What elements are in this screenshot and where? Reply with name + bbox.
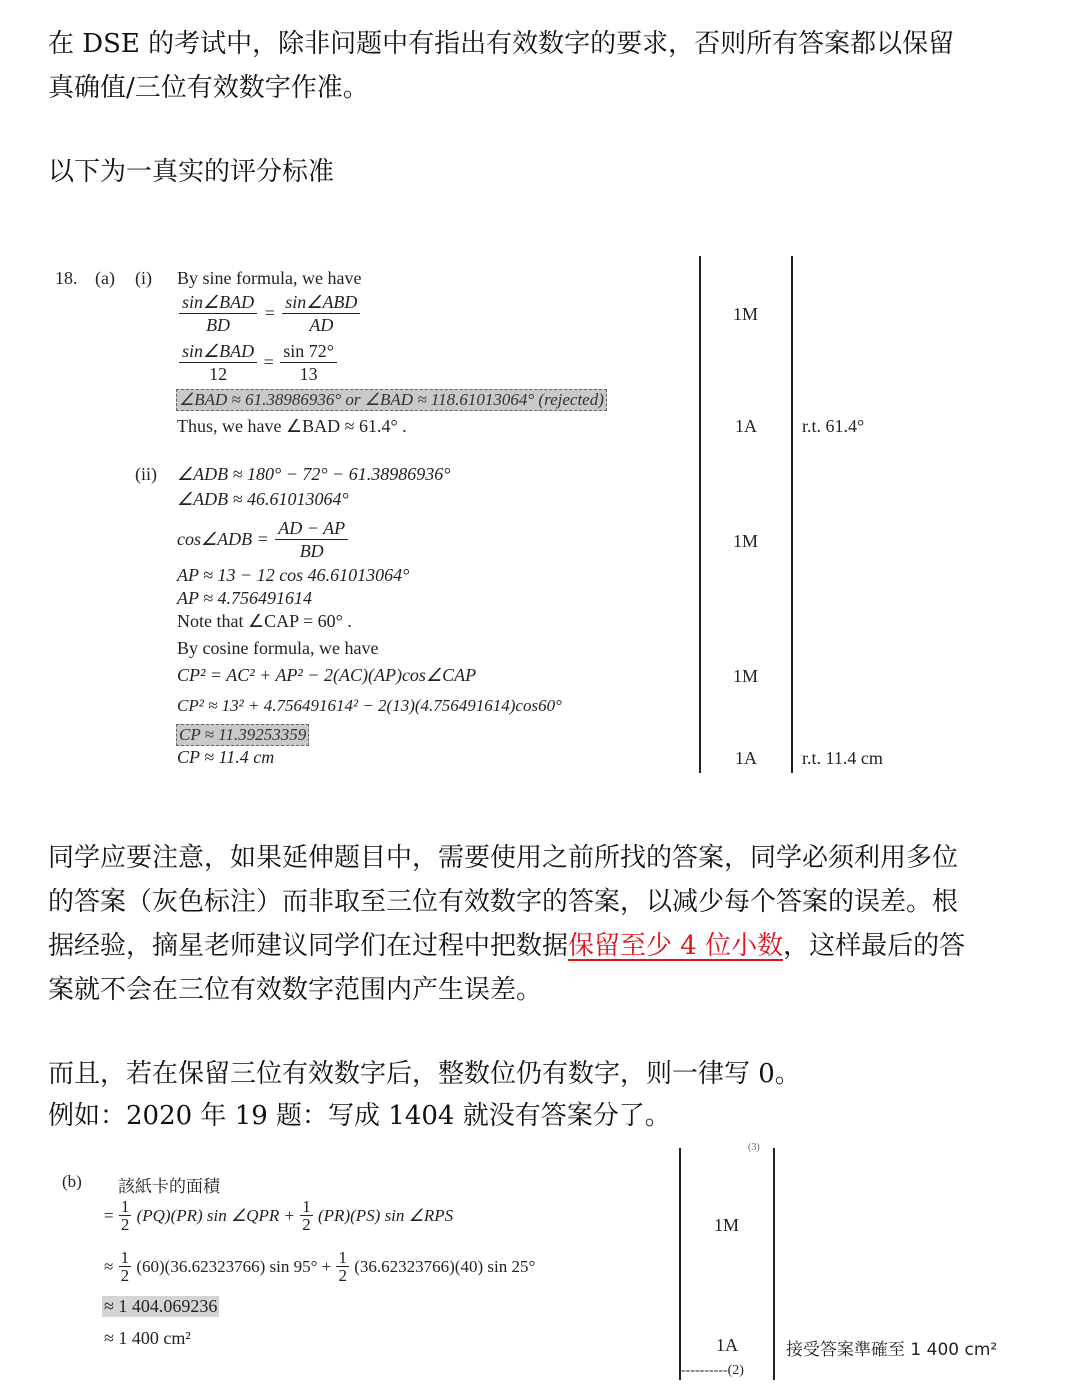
mark-1a: 1A bbox=[716, 1335, 738, 1355]
frac-den: 2 bbox=[302, 1215, 311, 1234]
frac-num: 1 bbox=[120, 1248, 130, 1267]
frac-den: 2 bbox=[338, 1266, 347, 1285]
remark-length: r.t. 11.4 cm bbox=[802, 748, 883, 768]
sine-ratio-1: $\frac{\text{sin∠BAD}}{BD}$ = $\frac{\text{sin∠ABD}}{AD}$ bbox=[177, 291, 362, 336]
sub-i-label: (i) bbox=[135, 268, 152, 288]
note-line-3-start: 据经验，摘星老师建议同学们在过程中把数据 bbox=[48, 931, 569, 961]
sine-ratio-2: $\frac{\text{sin∠BAD}}{12}$ = $\frac{\sin 72^\circ}{13}$ bbox=[177, 340, 339, 385]
mark-1a: 1A bbox=[735, 748, 757, 768]
frac-num: sin∠BAD bbox=[179, 291, 257, 314]
remark-angle: r.t. 61.4° bbox=[802, 416, 865, 436]
frac-den: 2 bbox=[120, 1266, 130, 1285]
remarks-divider bbox=[791, 256, 793, 773]
equals-sign: = bbox=[104, 1205, 114, 1225]
frac-den: BD bbox=[206, 315, 231, 335]
frac-num: 1 bbox=[302, 1197, 311, 1216]
note-line-1: 同学应要注意，如果延伸题目中，需要使用之前所找的答案，同学必须利用多位 bbox=[48, 843, 959, 873]
area-value-1: (60)(36.62323766) sin 95° + bbox=[136, 1256, 332, 1276]
area-answer: ≈ 1 400 cm² bbox=[104, 1328, 191, 1348]
area-term-2: (PR)(PS) sin ∠RPS bbox=[318, 1205, 454, 1225]
intro-line-3: 以下为一真实的评分标准 bbox=[48, 157, 335, 187]
area-step-2 bbox=[104, 1249, 535, 1284]
frac-num: sin 72° bbox=[280, 340, 337, 363]
question-number: 18. bbox=[55, 268, 78, 288]
mark-1a: 1A bbox=[735, 416, 757, 436]
frac-num: AD − AP bbox=[275, 517, 348, 540]
marks-divider bbox=[679, 1148, 681, 1380]
area-step-1 bbox=[104, 1198, 453, 1233]
mark-1m: 1M bbox=[714, 1215, 740, 1235]
note-line-2: 的答案（灰色标注）而非取至三位有效数字的答案，以减少每个答案的误差。根 bbox=[48, 887, 959, 917]
frac-den: AD bbox=[309, 315, 334, 335]
ap-step-2: AP ≈ 4.756491614 bbox=[177, 588, 313, 608]
part-b-label: (b) bbox=[62, 1172, 82, 1191]
decimal-place-advice: 保留至少 4 位小数 bbox=[568, 931, 784, 961]
cp-step-2: CP² ≈ 13² + 4.756491614² − 2(13)(4.756491614)cos60° bbox=[177, 696, 562, 715]
scheme-2-title: 該紙卡的面積 bbox=[118, 1177, 220, 1197]
part-a-label: (a) bbox=[95, 268, 115, 288]
frac-num: 1 bbox=[338, 1248, 347, 1267]
intro-line-2: 真确值/三位有效数字作准。 bbox=[48, 73, 369, 103]
highlighted-cp-result: CP ≈ 11.39253359 bbox=[176, 724, 309, 746]
remark-accuracy: 接受答案準確至 1 400 cm² bbox=[786, 1340, 998, 1360]
frac-num: 1 bbox=[120, 1197, 130, 1216]
mark-1m: 1M bbox=[733, 304, 759, 324]
note-line-4: 案就不会在三位有效数字范围内产生误差。 bbox=[48, 975, 543, 1005]
cp-step-1: CP² = AC² + AP² − 2(AC)(AP)cos∠CAP bbox=[177, 665, 477, 685]
cosine-adb-equation bbox=[177, 517, 350, 562]
frac-den: 13 bbox=[299, 364, 318, 384]
area-term-1: (PQ)(PR) sin ∠QPR + bbox=[136, 1205, 296, 1225]
marks-divider bbox=[699, 256, 701, 773]
frac-num: sin∠ABD bbox=[282, 291, 360, 314]
remarks-divider bbox=[773, 1148, 775, 1380]
angle-bad-answer: Thus, we have ∠BAD ≈ 61.4° . bbox=[177, 416, 407, 436]
mark-1m: 1M bbox=[733, 666, 759, 686]
note-line-5: 而且，若在保留三位有效数字后，整数位仍有数字，则一律写 0。 bbox=[48, 1059, 801, 1089]
approx-sign: ≈ bbox=[104, 1256, 114, 1276]
sine-formula-text: By sine formula, we have bbox=[177, 268, 362, 288]
cosine-formula-text: By cosine formula, we have bbox=[177, 638, 379, 658]
frac-num: sin∠BAD bbox=[179, 340, 257, 363]
cos-lhs: cos∠ADB = bbox=[177, 529, 269, 549]
ap-step-1: AP ≈ 13 − 12 cos 46.61013064° bbox=[177, 565, 410, 585]
mark-1m: 1M bbox=[733, 531, 759, 551]
note-cap: Note that ∠CAP = 60° . bbox=[177, 611, 352, 631]
area-value-2: (36.62323766)(40) sin 25° bbox=[354, 1256, 536, 1276]
sub-ii-label: (ii) bbox=[135, 464, 157, 484]
cp-answer: CP ≈ 11.4 cm bbox=[177, 747, 275, 767]
angle-adb-step-1: ∠ADB ≈ 180° − 72° − 61.38986936° bbox=[177, 464, 451, 484]
note-line-3 bbox=[48, 924, 1038, 968]
previous-part-total: (3) bbox=[748, 1142, 760, 1153]
frac-den: BD bbox=[299, 541, 324, 561]
angle-adb-step-2: ∠ADB ≈ 46.61013064° bbox=[177, 489, 349, 509]
intro-line-1: 在 DSE 的考试中，除非问题中有指出有效数字的要求，否则所有答案都以保留 bbox=[48, 29, 955, 59]
highlighted-angle-result: ∠BAD ≈ 61.38986936° or ∠BAD ≈ 118.61013064° (rejected) bbox=[176, 389, 607, 411]
note-line-3-end: ，这样最后的答 bbox=[783, 931, 966, 961]
note-line-6: 例如：2020 年 19 题：写成 1404 就没有答案分了。 bbox=[48, 1101, 671, 1131]
frac-den: 12 bbox=[209, 364, 228, 384]
frac-den: 2 bbox=[120, 1215, 130, 1234]
part-b-total: ----------(2) bbox=[681, 1363, 744, 1378]
highlighted-area-result: ≈ 1 404.069236 bbox=[104, 1296, 218, 1316]
